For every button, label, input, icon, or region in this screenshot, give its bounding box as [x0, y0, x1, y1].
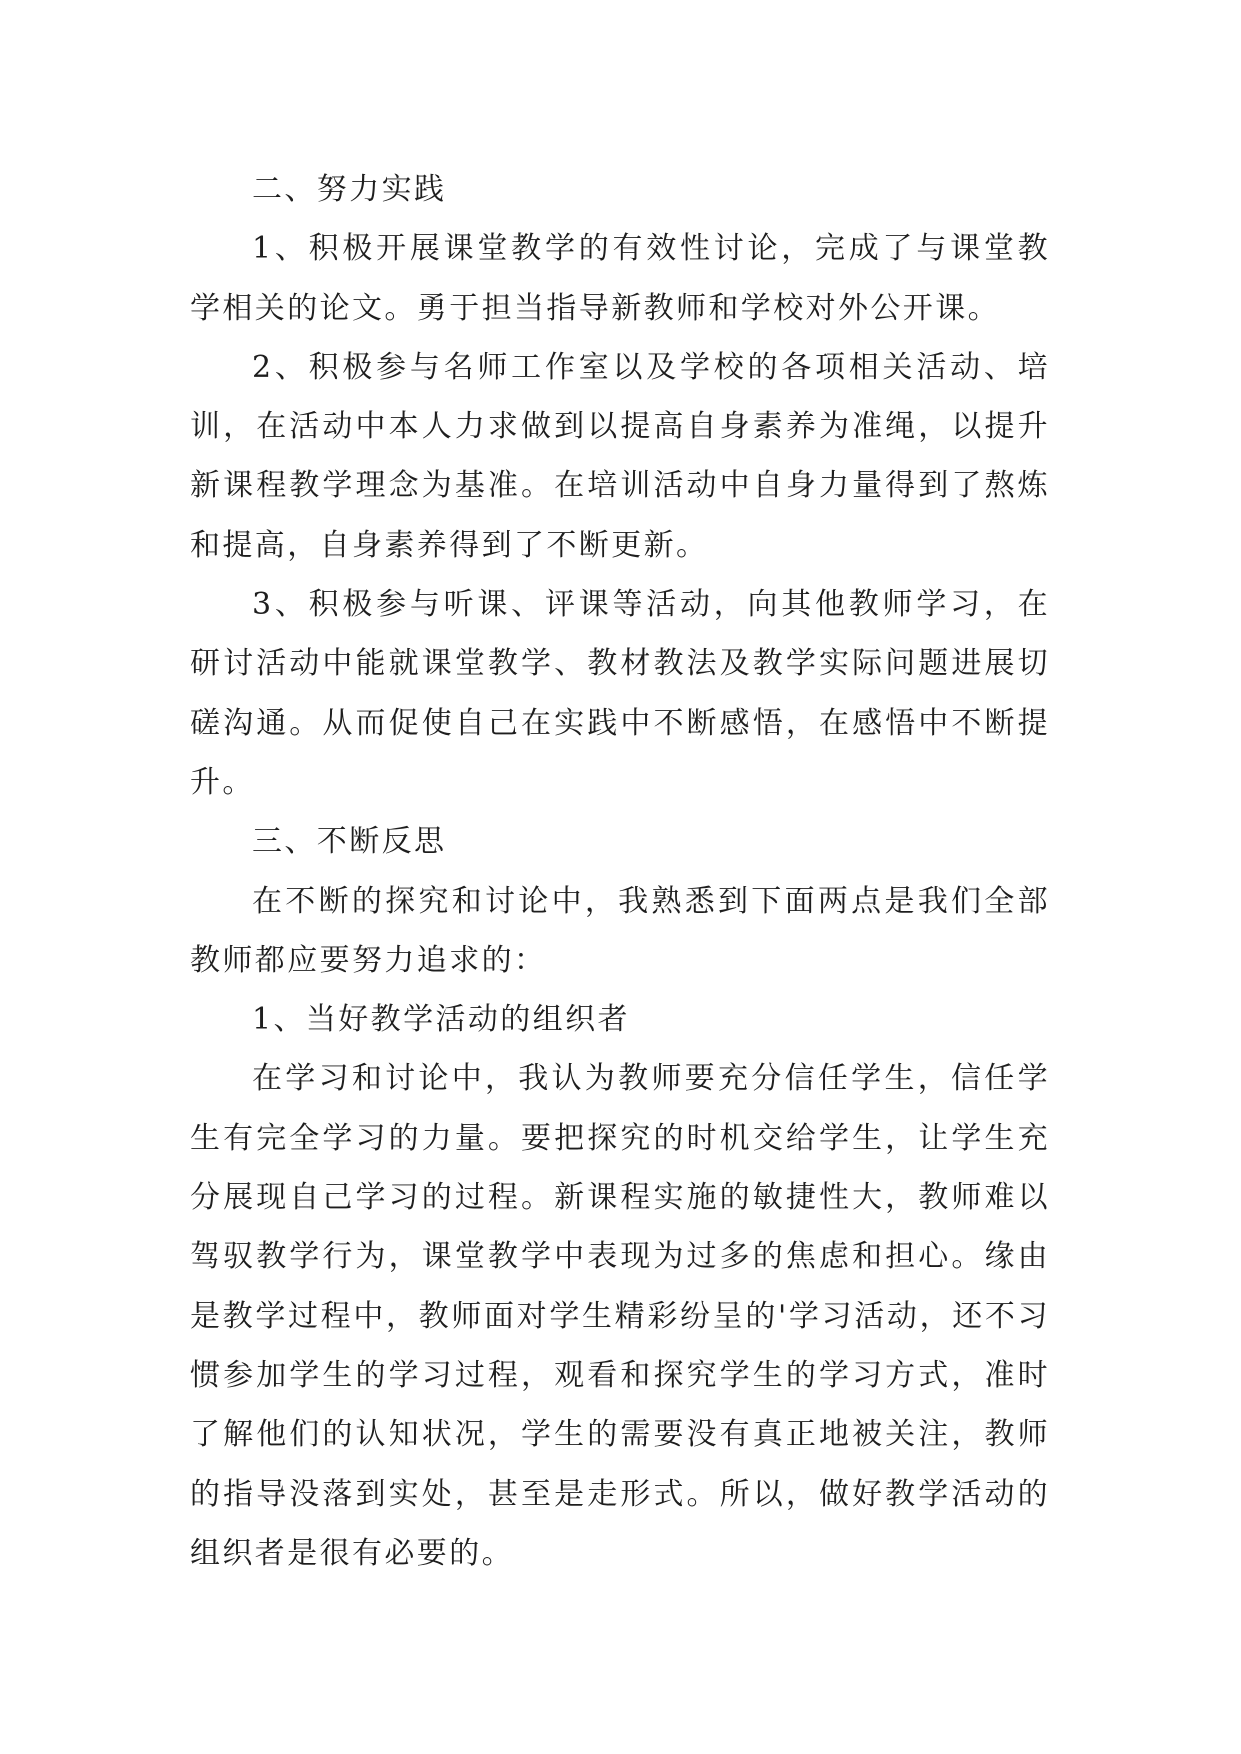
section-heading-practice: 二、努力实践: [252, 172, 447, 207]
section-heading-reflection: 三、不断反思: [252, 824, 447, 860]
paragraph-practice-item-2: 2、积极参与名师工作室以及学校的各项相关活动、培训，在活动中本人力求做到以提高自身素养为准绳，以提升新课程教学理念为基准。在培训活动中自身力量得到了熬炼和提高，自身素养得到了不断更新。: [190, 349, 1050, 563]
paragraph-practice-item-3: 3、积极参与听课、评课等活动，向其他教师学习，在研讨活动中能就课堂教学、教材教法及教学实际问题进展切磋沟通。从而促使自己在实践中不断感悟，在感悟中不断提升。: [190, 587, 1050, 800]
paragraph-reflection-intro: 在不断的探究和讨论中，我熟悉到下面两点是我们全部教师都应要努力追求的：: [190, 883, 1050, 978]
document-body: [190, 160, 1050, 1583]
subheading-organizer: 1、当好教学活动的组织者: [252, 1002, 630, 1038]
paragraph-organizer-body: 在学习和讨论中，我认为教师要充分信任学生，信任学生有完全学习的力量。要把探究的时机交给学生，让学生充分展现自己学习的过程。新课程实施的敏捷性大，教师难以驾驭教学行为，课堂教学中表现为过多的焦虑和担心。缘由是教学过程中，教师面对学生精彩纷呈的'学习活动，还不习惯参加学生的学习过程，观看和探究学生的学习方式，准时了解他们的认知状况，学生的需要没有真正地被关注，教师的指导没落到实处，甚至是走形式。所以，做好教学活动的组织者是很有必要的。: [190, 1061, 1050, 1571]
paragraph-practice-item-1: 1、积极开展课堂教学的有效性讨论，完成了与课堂教学相关的论文。勇于担当指导新教师和学校对外公开课。: [190, 231, 1050, 326]
